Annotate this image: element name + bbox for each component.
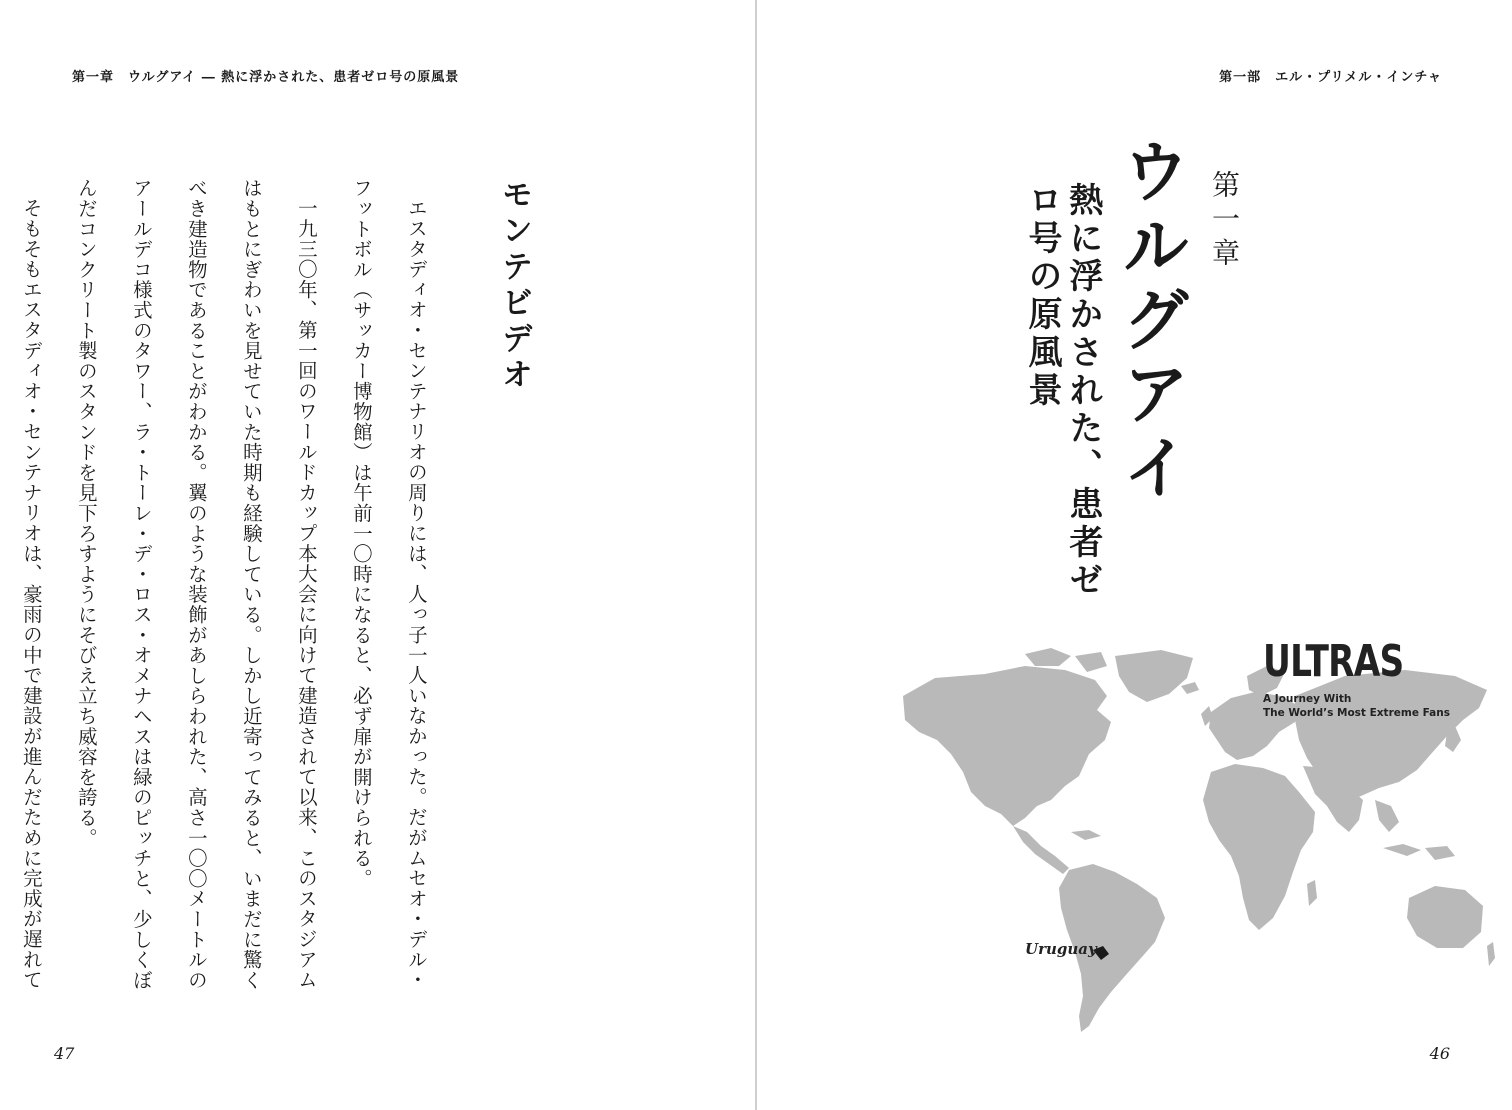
chapter-label: 第一章 xyxy=(1208,170,1241,272)
page-number-right: 46 xyxy=(1429,1044,1450,1063)
chapter-subtitle: 熱に浮かされた、患者ゼロ号の原風景 xyxy=(1022,182,1103,600)
map-label-uruguay: Uruguay xyxy=(1025,940,1097,958)
chapter-name: ウルグアイ xyxy=(1110,136,1191,506)
logo-wordmark: ULTRAS xyxy=(1263,636,1404,687)
paragraph: 一九三〇年、第一回のワールドカップ本大会に向けて建造されて以来、このスタジアムはもとにぎわいを見せていた時期も経験している。しかし近寄ってみると、いまだに驚くべき建造物であることがわかる。翼のような装飾があしらわれた、高さ一〇〇メートルのアールデコ様式のタワー、ラ・トーレ・デ・ロス・オメナヘスは緑のピッチと、少しくぼんだコンクリート製のスタンドを見下ろすようにそびえ立ち威容を誇る。 xyxy=(74,178,318,990)
chapter-title-block xyxy=(1021,136,1242,630)
logo-tagline xyxy=(1263,692,1450,720)
body-text xyxy=(19,178,532,998)
page-number-left: 47 xyxy=(54,1044,75,1063)
running-head-left: 第一章 ウルグアイ ― 熱に浮かされた、患者ゼロ号の原風景 xyxy=(72,70,460,85)
paragraph: そもそもエスタディオ・センテナリオは、豪雨の中で建設が進んだために完成が遅れて xyxy=(19,197,43,990)
paragraph: エスタディオ・センテナリオの周りには、人っ子一人いなかった。だがムセオ・デル・フットボル（サッカー博物館）は午前一〇時になると、必ず扉が開けられる。 xyxy=(349,178,428,990)
section-title: モンテビデオ xyxy=(496,178,532,394)
running-head-right: 第一部 エル・プリメル・インチャ xyxy=(1219,70,1442,85)
ultras-logo xyxy=(1263,636,1450,720)
right-page xyxy=(757,0,1512,1110)
logo-tagline-line-1: A Journey With xyxy=(1263,693,1352,705)
logo-tagline-line-2: The World’s Most Extreme Fans xyxy=(1263,707,1450,720)
